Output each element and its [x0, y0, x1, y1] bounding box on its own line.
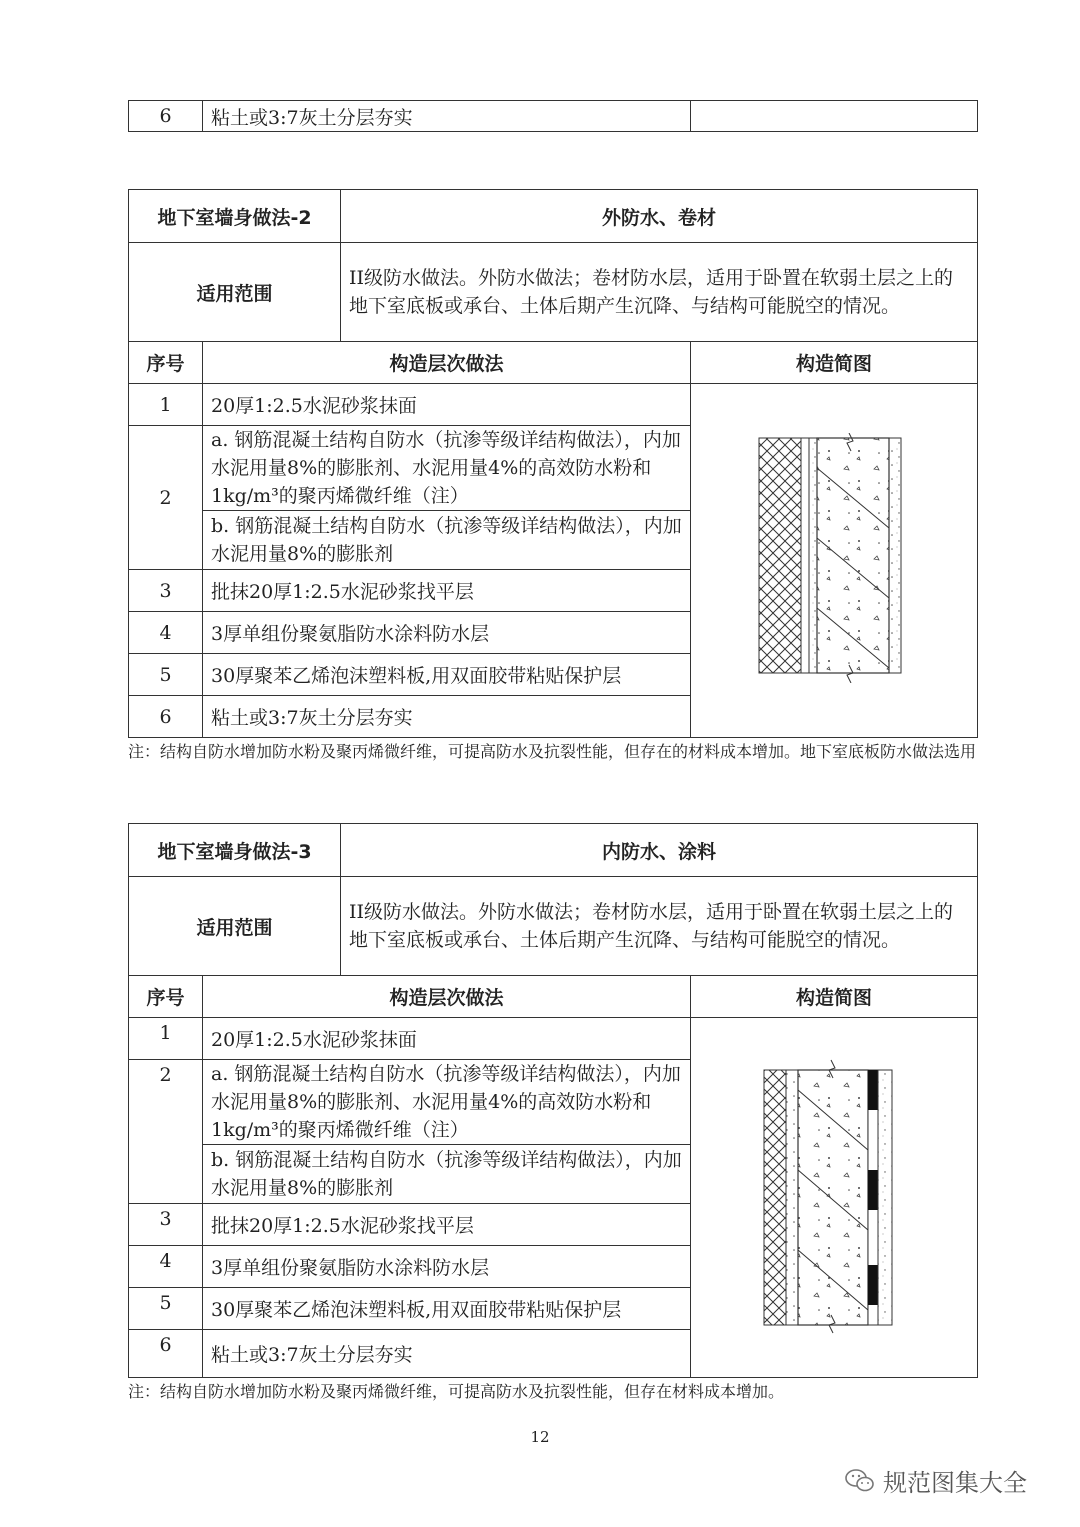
row-number: 5 — [129, 1288, 203, 1330]
row-number: 6 — [129, 101, 203, 132]
section-title: 地下室墙身做法-3 — [129, 824, 341, 877]
scope-text: II级防水做法。外防水做法；卷材防水层，适用于卧置在软弱土层之上的地下室底板或承台、土体后期产生沉降、与结构可能脱空的情况。 — [341, 243, 978, 342]
row-number: 2 — [129, 426, 203, 570]
section-title: 地下室墙身做法-2 — [129, 190, 341, 243]
row-number: 2 — [129, 1060, 203, 1204]
section3-note: 注：结构自防水增加防水粉及聚丙烯微纤维，可提高防水及抗裂性能，但存在材料成本增加。 — [128, 1382, 785, 1401]
row-number: 3 — [129, 1204, 203, 1246]
row-text: 3厚单组份聚氨脂防水涂料防水层 — [203, 612, 691, 654]
row-number: 6 — [129, 696, 203, 738]
wall-section-diagram-2 — [749, 433, 919, 683]
row-text: 粘土或3:7灰土分层夯实 — [203, 1330, 691, 1378]
row-number: 4 — [129, 1246, 203, 1288]
row-text: 30厚聚苯乙烯泡沫塑料板,用双面胶带粘贴保护层 — [203, 1288, 691, 1330]
row-text-b: b. 钢筋混凝土结构自防水（抗渗等级详结构做法），内加水泥用量8%的膨胀剂 — [203, 511, 691, 570]
row-number: 1 — [129, 384, 203, 426]
row-text: 3厚单组份聚氨脂防水涂料防水层 — [203, 1246, 691, 1288]
row-text: 粘土或3:7灰土分层夯实 — [203, 101, 691, 132]
wechat-icon — [845, 1468, 875, 1494]
row-number: 6 — [129, 1330, 203, 1378]
header-method: 构造层次做法 — [203, 342, 691, 384]
scope-text: II级防水做法。外防水做法；卷材防水层，适用于卧置在软弱土层之上的地下室底板或承台、土体后期产生沉降、与结构可能脱空的情况。 — [341, 877, 978, 976]
wall-section-diagram-3 — [749, 1050, 919, 1340]
section2-table — [128, 189, 978, 738]
header-diagram: 构造简图 — [691, 976, 978, 1018]
row-text-a: a. 钢筋混凝土结构自防水（抗渗等级详结构做法），内加水泥用量8%的膨胀剂、水泥用量4%的高效防水粉和1kg/m³的聚丙烯微纤维（注） — [203, 1060, 691, 1145]
header-diagram: 构造简图 — [691, 342, 978, 384]
row-text-b: b. 钢筋混凝土结构自防水（抗渗等级详结构做法），内加水泥用量8%的膨胀剂 — [203, 1145, 691, 1204]
header-method: 构造层次做法 — [203, 976, 691, 1018]
row-number: 3 — [129, 570, 203, 612]
construction-diagram — [691, 384, 978, 738]
watermark — [845, 1463, 1027, 1498]
row-text: 粘土或3:7灰土分层夯实 — [203, 696, 691, 738]
scope-label: 适用范围 — [129, 877, 341, 976]
section-subtitle: 内防水、涂料 — [341, 824, 978, 877]
row-number: 1 — [129, 1018, 203, 1060]
section-subtitle: 外防水、卷材 — [341, 190, 978, 243]
row-text: 20厚1:2.5水泥砂浆抹面 — [203, 1018, 691, 1060]
header-no: 序号 — [129, 342, 203, 384]
watermark-text: 规范图集大全 — [883, 1469, 1027, 1497]
row-number: 4 — [129, 612, 203, 654]
row-number: 5 — [129, 654, 203, 696]
row-text: 批抹20厚1:2.5水泥砂浆找平层 — [203, 1204, 691, 1246]
page-number: 12 — [530, 1428, 550, 1446]
scope-label: 适用范围 — [129, 243, 341, 342]
section3-table — [128, 823, 978, 1378]
empty-cell — [691, 101, 978, 132]
construction-diagram — [691, 1018, 978, 1378]
row-text: 20厚1:2.5水泥砂浆抹面 — [203, 384, 691, 426]
row-text: 批抹20厚1:2.5水泥砂浆找平层 — [203, 570, 691, 612]
header-no: 序号 — [129, 976, 203, 1018]
row-text-a: a. 钢筋混凝土结构自防水（抗渗等级详结构做法），内加水泥用量8%的膨胀剂、水泥用量4%的高效防水粉和1kg/m³的聚丙烯微纤维（注） — [203, 426, 691, 511]
section2-note: 注：结构自防水增加防水粉及聚丙烯微纤维，可提高防水及抗裂性能，但存在的材料成本增加。地下室底板防水做法选用 — [128, 742, 977, 761]
row-text: 30厚聚苯乙烯泡沫塑料板,用双面胶带粘贴保护层 — [203, 654, 691, 696]
top-fragment-table — [128, 100, 978, 132]
